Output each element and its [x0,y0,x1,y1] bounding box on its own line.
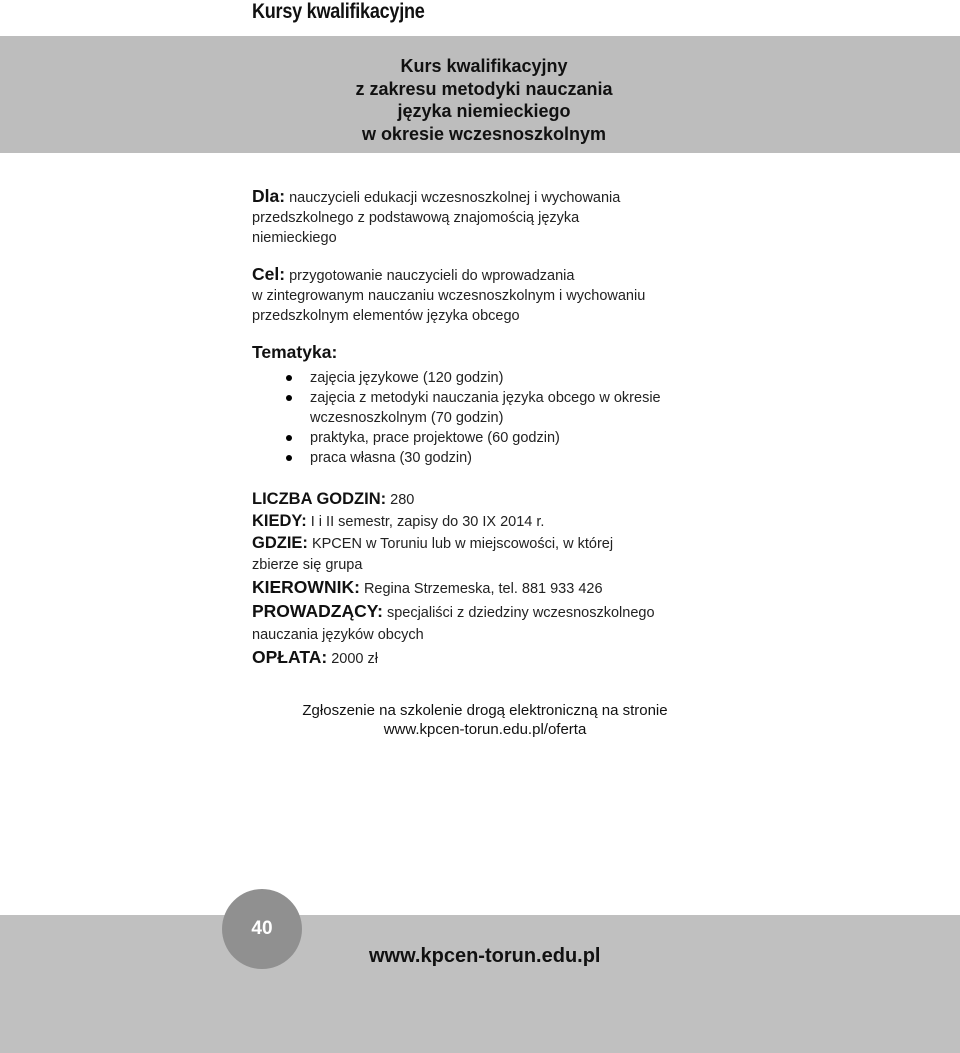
footer-url: www.kpcen-torun.edu.pl [369,945,601,967]
bullet-icon [286,375,292,381]
footer-band [0,915,960,1053]
topic-text: wczesnoszkolnym (70 godzin) [310,410,504,426]
instructors-value: nauczania języków obcych [252,627,424,643]
goal-paragraph [252,264,722,326]
when-row [252,511,722,533]
instructors-row [252,600,722,646]
list-item [252,428,722,448]
course-title [0,55,960,145]
signup-text: Zgłoszenie na szkolenie drogą elektroniczną na stronie [302,702,668,719]
topics-label: Tematyka: [252,342,338,362]
goal-label: Cel: [252,264,286,284]
when-label: KIEDY: [252,512,307,530]
signup-note [250,701,720,739]
section-title: Kursy kwalifikacyjne [252,0,425,23]
bullet-icon [286,395,292,401]
where-value: KPCEN w Toruniu lub w miejscowości, w której [311,536,614,552]
audience-text: niemieckiego [252,230,337,246]
course-title-line: języka niemieckiego [397,101,571,121]
bullet-icon [286,455,292,461]
goal-text: przedszkolnym elementów języka obcego [252,308,520,324]
hours-row [252,489,722,511]
goal-text: przygotowanie nauczycieli do wprowadzania [289,268,575,284]
audience-text: nauczycieli edukacji wczesnoszkolnej i wychowania [289,190,621,206]
topic-text: praktyka, prace projektowe (60 godzin) [310,430,560,446]
course-details [252,186,722,670]
course-title-line: w okresie wczesnoszkolnym [361,123,607,144]
topics-heading [252,342,722,364]
instructors-label: PROWADZĄCY: [252,601,383,621]
where-row [252,533,722,576]
topic-text: zajęcia z metodyki nauczania języka obcego w okresie [310,390,661,406]
topic-text: praca własna (30 godzin) [310,450,473,466]
fee-label: OPŁATA: [252,647,328,667]
course-title-line: z zakresu metodyki nauczania [355,78,613,99]
fee-row [252,646,722,670]
topics-list [252,368,722,468]
manager-row [252,576,722,600]
audience-text: przedszkolnego z podstawową znajomością języka [252,210,580,226]
manager-value: Regina Strzemeska, tel. 881 933 426 [363,581,603,597]
page-number-badge: 40 [222,889,302,969]
course-title-line: Kurs kwalifikacyjny [400,56,568,76]
bullet-icon [286,435,292,441]
hours-label: LICZBA GODZIN: [252,490,387,508]
where-label: GDZIE: [252,534,308,552]
list-item [252,368,722,388]
list-item [252,448,722,468]
list-item [252,388,722,428]
audience-paragraph [252,186,722,248]
signup-url: www.kpcen-torun.edu.pl/oferta [383,721,587,738]
when-value: I i II semestr, zapisy do 30 IX 2014 r. [310,514,545,530]
where-value: zbierze się grupa [252,557,363,573]
audience-label: Dla: [252,186,286,206]
instructors-value: specjaliści z dziedziny wczesnoszkolnego [386,605,655,621]
hours-value: 280 [390,492,415,508]
fee-value: 2000 zł [331,651,378,667]
manager-label: KIEROWNIK: [252,577,360,597]
goal-text: w zintegrowanym nauczaniu wczesnoszkolnym i wychowaniu [252,288,646,304]
topic-text: zajęcia językowe (120 godzin) [310,370,504,386]
